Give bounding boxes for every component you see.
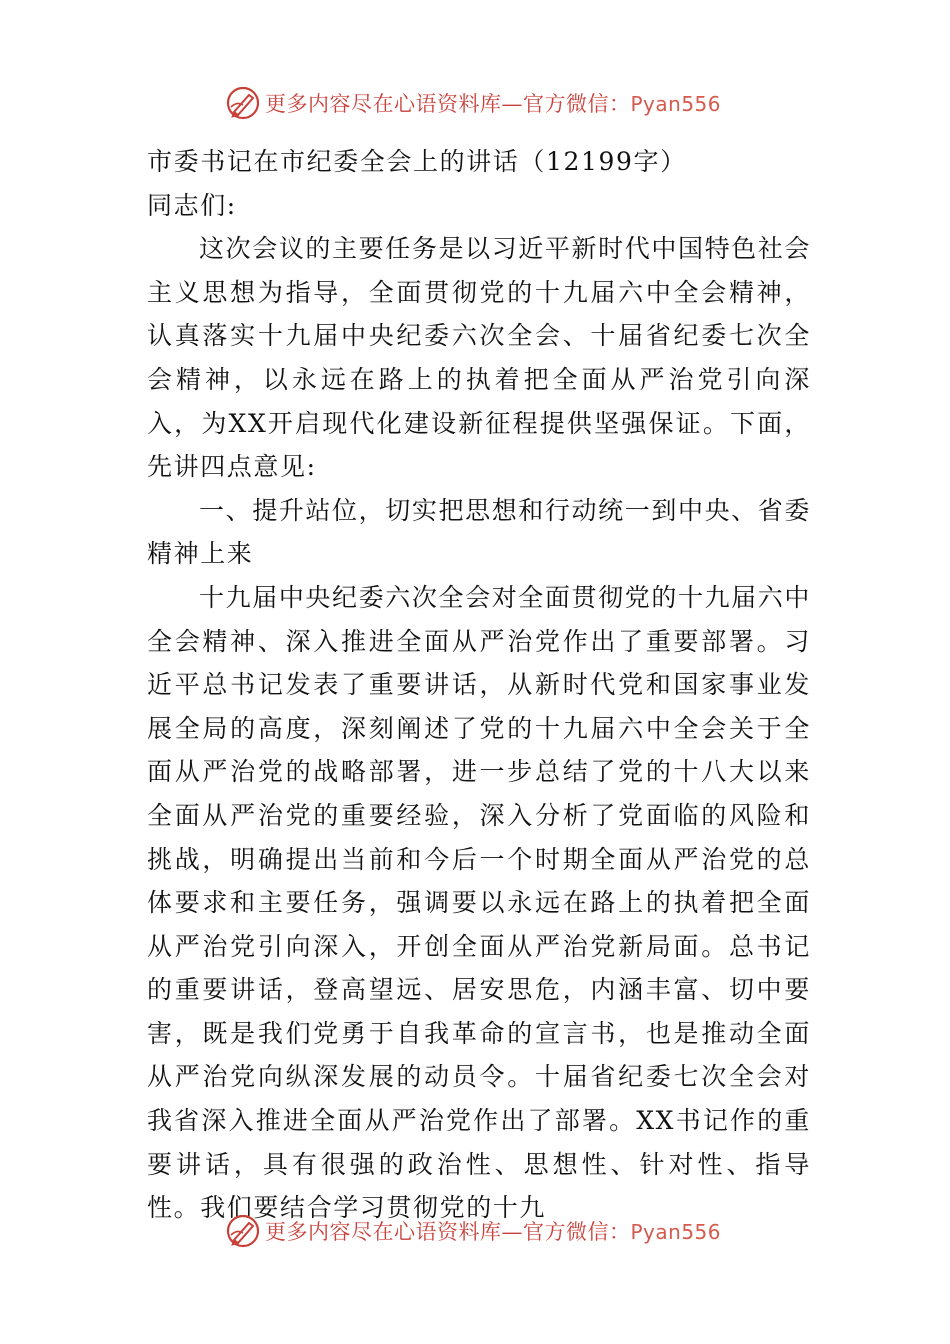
- watermark-banner-top: [225, 83, 745, 123]
- watermark-text: 更多内容尽在心语资料库—官方微信：Pyan556: [265, 1220, 722, 1244]
- watermark-banner-bottom: [225, 1211, 745, 1251]
- paragraph: 十九届中央纪委六次全会对全面贯彻党的十九届六中全会精神、深入推进全面从严治党作出了重要部署。习近平总书记发表了重要讲话，从新时代党和国家事业发展全局的高度，深刻阐述了党的十九届六中全会关于全面从严治党的战略部署，进一步总结了党的十八大以来全面从严治党的重要经验，深入分析了党面临的风险和挑战，明确提出当前和今后一个时期全面从严治党的总体要求和主要任务，强调要以永远在路上的执着把全面从严治党引向深入，开创全面从严治党新局面。总书记的重要讲话，登高望远、居安思危，内涵丰富、切中要害，既是我们党勇于自我革命的宣言书，也是推动全面从严治党向纵深发展的动员令。十届省纪委七次全会对我省深入推进全面从严治党作出了部署。XX书记作的重要讲话，具有很强的政治性、思想性、针对性、指导性。我们要结合学习贯彻党的十九: [147, 582, 811, 1223]
- section-heading: 一、提升站位，切实把思想和行动统一到中央、省委精神上来: [147, 495, 811, 569]
- document-body: [147, 140, 811, 1230]
- watermark-handle: Pyan556: [630, 92, 722, 116]
- document-title: 市委书记在市纪委全会上的讲话（12199字）: [147, 147, 687, 176]
- pen-logo-icon: [225, 85, 261, 121]
- watermark-handle: Pyan556: [630, 1220, 722, 1244]
- watermark-text: 更多内容尽在心语资料库—官方微信：Pyan556: [265, 92, 722, 116]
- paragraph: 这次会议的主要任务是以习近平新时代中国特色社会主义思想为指导，全面贯彻党的十九届六中全会精神，认真落实十九届中央纪委六次全会、十届省纪委七次全会精神，以永远在路上的执着把全面从严治党引向深入，为XX开启现代化建设新征程提供坚强保证。下面，先讲四点意见:: [147, 234, 811, 482]
- salutation: 同志们:: [147, 190, 237, 220]
- pen-logo-icon: [225, 1213, 261, 1249]
